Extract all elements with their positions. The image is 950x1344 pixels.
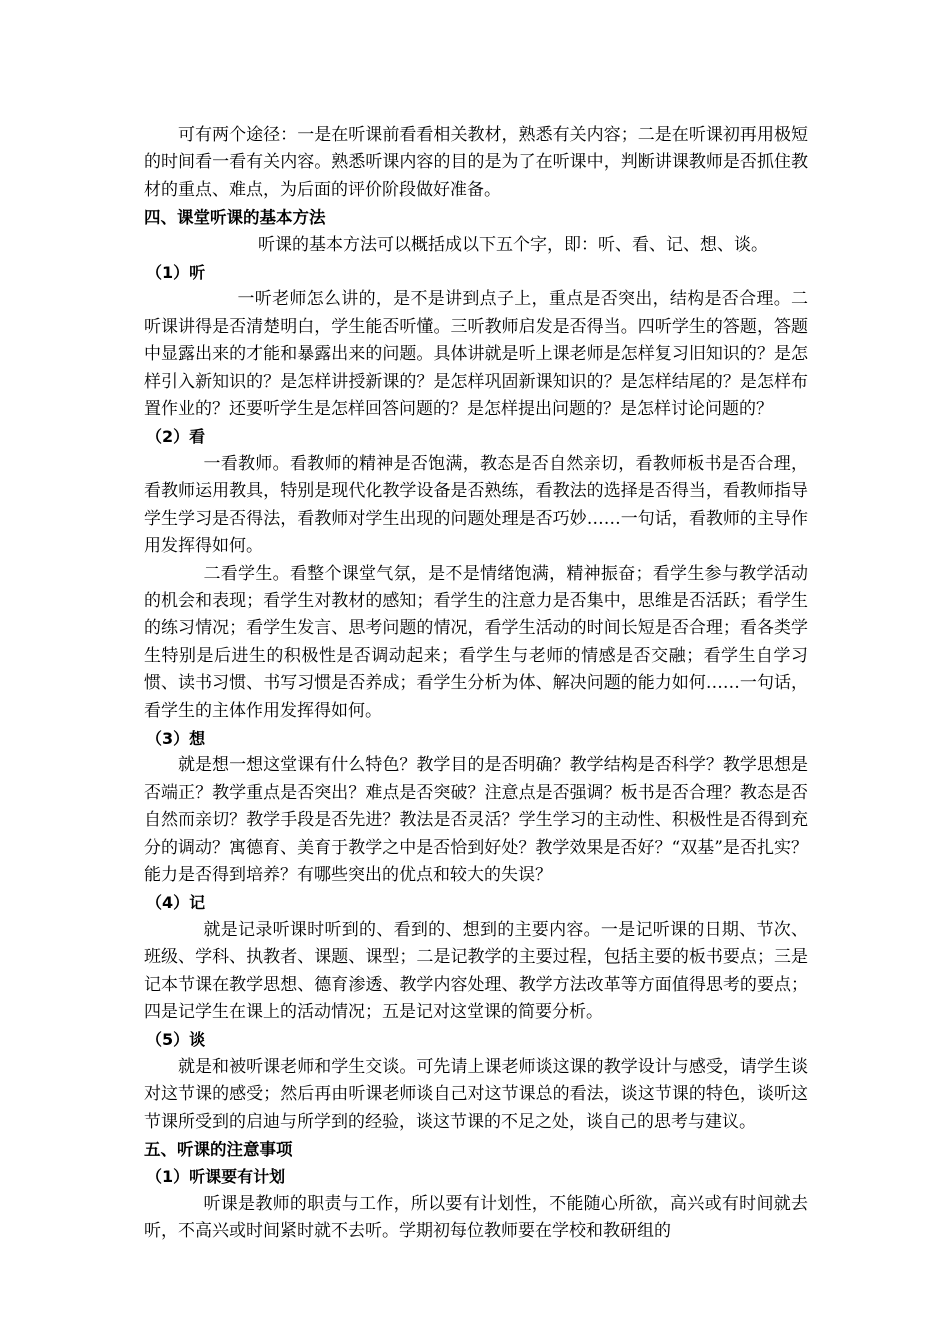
paragraph-methods: 听课的基本方法可以概括成以下五个字，即：听、看、记、想、谈。	[258, 234, 768, 255]
paragraph-record: 就是记录听课时听到的、看到的、想到的主要内容。一是记听课的日期、节次、班级、学科、执教者、课题、课型；二是记教学的主要过程，包括主要的板书要点；三是记本节课在教学思想、德育渗透、教学内容处理、教学方法改革等方面值得思考的要点；四是记学生在课上的活动情况；五是记对这堂课的简要分析。	[144, 919, 808, 1022]
subheading-look: （2）看	[146, 427, 206, 447]
section-heading-5: 五、听课的注意事项	[144, 1140, 293, 1160]
document-body	[144, 122, 808, 1246]
subheading-plan: （1）听课要有计划	[146, 1167, 286, 1187]
paragraph-look-students: 二看学生。看整个课堂气氛，是不是情绪饱满，精神振奋；看学生参与教学活动的机会和表现；看学生对教材的感知；看学生的注意力是否集中，思维是否活跃；看学生的练习情况；看学生发言、思考问题的情况，看学生活动的时间长短是否合理；看各类学生特别是后进生的积极性是否调动起来；看学生与老师的情感是否交融；看学生自学习惯、读书习惯、书写习惯是否养成；看学生分析为体、解决问题的能力如何……一句话，看学生的主体作用发挥得如何。	[144, 563, 808, 721]
paragraph-think: 就是想一想这堂课有什么特色？教学目的是否明确？教学结构是否科学？教学思想是否端正？教学重点是否突出？难点是否突破？注意点是否强调？板书是否合理？教态是否自然而亲切？教学手段是否先进？教法是否灵活？学生学习的主动性、积极性是否得到充分的调动？寓德育、美育于教学之中是否恰到好处？教学效果是否好？“双基”是否扎实？能力是否得到培养？有哪些突出的优点和较大的失误？	[144, 755, 808, 885]
subheading-record: （4）记	[146, 893, 206, 913]
paragraph-look-teacher: 一看教师。看教师的精神是否饱满，教态是否自然亲切，看教师板书是否合理，看教师运用教具，特别是现代化教学设备是否熟练，看教法的选择是否得当，看教师指导学生学习是否得法，看教师对学生出现的问题处理是否巧妙……一句话，看教师的主导作用发挥得如何。	[144, 453, 808, 557]
paragraph-plan: 听课是教师的职责与工作，所以要有计划性，不能随心所欲，高兴或有时间就去听，不高兴或时间紧时就不去听。学期初每位教师要在学校和教研组的	[144, 1193, 808, 1242]
subheading-think: （3）想	[146, 728, 206, 748]
subheading-talk: （5）谈	[146, 1030, 206, 1050]
paragraph-intro: 可有两个途径：一是在听课前看看相关教材，熟悉有关内容；二是在听课初再用极短的时间看一看有关内容。熟悉听课内容的目的是为了在听课中，判断讲课教师是否抓住教材的重点、难点，为后面的评价阶段做好准备。	[144, 125, 808, 200]
subheading-listen: （1）听	[146, 263, 206, 283]
paragraph-talk: 就是和被听课老师和学生交谈。可先请上课老师谈这课的教学设计与感受，请学生谈对这节课的感受；然后再由听课老师谈自己对这节课总的看法，谈这节课的特色，谈听这节课所受到的启迪与所学到的经验，谈这节课的不足之处，谈自己的思考与建议。	[144, 1056, 808, 1132]
paragraph-listen: 一听老师怎么讲的，是不是讲到点子上，重点是否突出，结构是否合理。二听课讲得是否清楚明白，学生能否听懂。三听教师启发是否得当。四听学生的答题，答题中显露出来的才能和暴露出来的问题。具体讲就是听上课老师是怎样复习旧知识的？是怎样引入新知识的？是怎样讲授新课的？是怎样巩固新课知识的？是怎样结尾的？是怎样布置作业的？还要听学生是怎样回答问题的？是怎样提出问题的？是怎样讨论问题的？	[144, 289, 808, 420]
section-heading-4: 四、课堂听课的基本方法	[144, 208, 326, 228]
